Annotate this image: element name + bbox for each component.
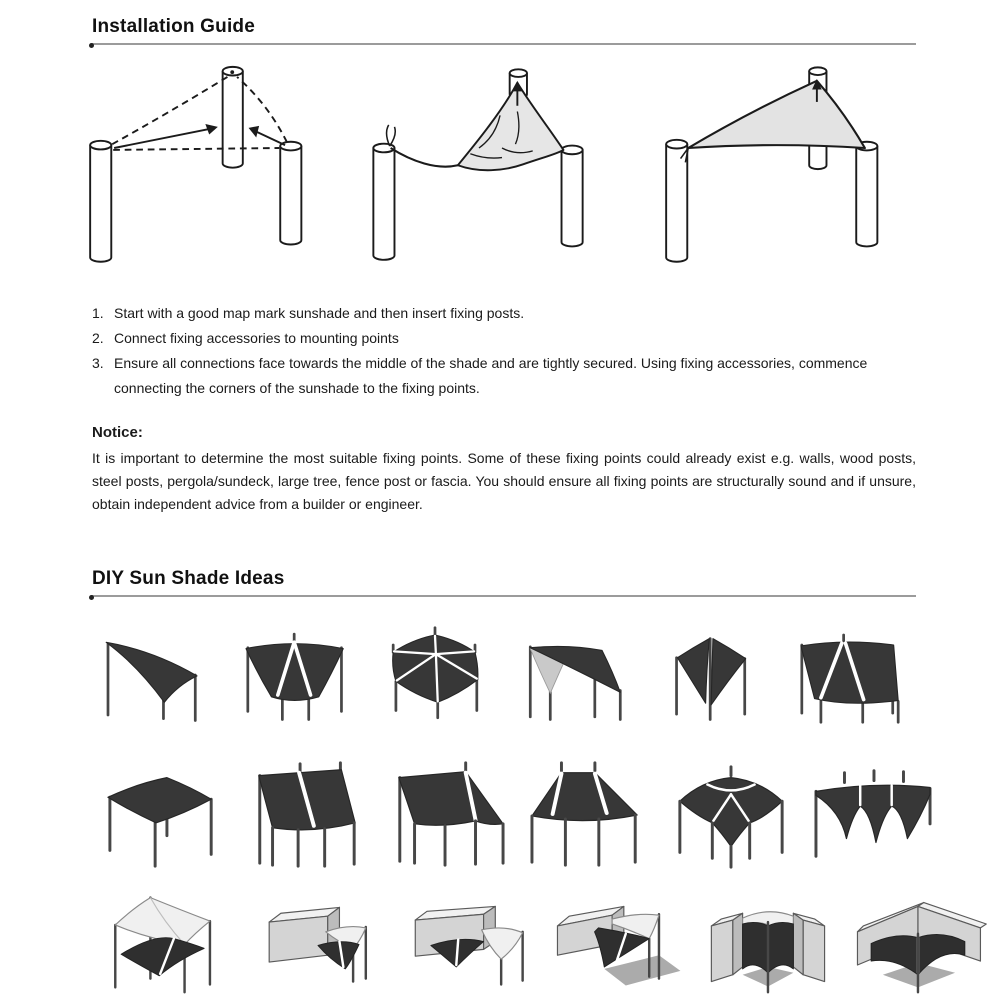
three-posts-marking-diagram-icon bbox=[70, 57, 358, 287]
shade-idea-18 bbox=[842, 883, 992, 1005]
step-1 bbox=[92, 301, 916, 326]
shade-idea-3 bbox=[369, 625, 501, 725]
shade-idea-16 bbox=[542, 883, 692, 1005]
ideas-row-1 bbox=[92, 625, 916, 725]
shade-idea-4 bbox=[507, 625, 639, 725]
diagram-step-2 bbox=[358, 57, 646, 287]
triangle-sail-three-posts-icon bbox=[92, 625, 224, 725]
divider-dot-2 bbox=[89, 595, 94, 600]
step-3-text: Ensure all connections face towards the middle of the shade and are tightly secured. Using fixing accessories, commence connecting the corners of the sunshade to the fixing points. bbox=[114, 355, 868, 396]
divider-dot bbox=[89, 43, 94, 48]
shade-idea-5 bbox=[646, 625, 778, 725]
square-canopy-four-posts-icon bbox=[92, 755, 234, 873]
shade-idea-14 bbox=[242, 883, 392, 1005]
square-canopy-four-triangles-icon bbox=[230, 625, 362, 725]
wall-mounted-double-sail-icon bbox=[242, 883, 392, 1005]
installation-steps bbox=[92, 301, 916, 401]
slanted-panel-with-corner-triangle-icon bbox=[376, 755, 518, 873]
section-divider bbox=[92, 43, 916, 45]
two-walls-butterfly-sails-icon bbox=[692, 883, 842, 1005]
notice-title: Notice: bbox=[92, 424, 143, 441]
step-1-number: 1. bbox=[92, 305, 104, 321]
hexagon-canopy-six-panels-icon bbox=[369, 625, 501, 725]
shade-idea-13 bbox=[92, 883, 242, 1005]
step-2-text: Connect fixing accessories to mounting points bbox=[114, 330, 399, 346]
layered-light-and-dark-sails-icon bbox=[92, 883, 242, 1005]
shade-idea-10 bbox=[518, 755, 660, 873]
installation-diagrams bbox=[70, 57, 934, 289]
shade-idea-11 bbox=[660, 755, 802, 873]
diagram-step-3 bbox=[646, 57, 934, 287]
step-3 bbox=[92, 351, 916, 401]
installation-guide-title: Installation Guide bbox=[92, 16, 256, 37]
square-canopy-with-twin-triangles-icon bbox=[784, 625, 916, 725]
wall-corner-sail-with-shadow-icon bbox=[542, 883, 692, 1005]
hexagon-canopy-center-diamond-icon bbox=[660, 755, 802, 873]
wall-mounted-twisted-sail-icon bbox=[392, 883, 542, 1005]
step-2 bbox=[92, 326, 916, 351]
shade-idea-2 bbox=[230, 625, 362, 725]
three-panel-tent-icon bbox=[518, 755, 660, 873]
step-1-text: Start with a good map mark sunshade and then insert fixing posts. bbox=[114, 305, 525, 321]
notice-body: It is important to determine the most suitable fixing points. Some of these fixing points could already exist e.g. walls, wood posts, steel posts, pergola/sundeck, large tree, fence post or fascia. You should ensure all fixing points are structurally sound and if unsure, obtain independent advice from a builder or engineer. bbox=[92, 450, 916, 512]
shade-idea-1 bbox=[92, 625, 224, 725]
corner-walls-crossed-sails-icon bbox=[842, 883, 992, 1005]
sail-tensioned-diagram-icon bbox=[646, 57, 934, 287]
triple-point-hanging-sails-icon bbox=[802, 755, 944, 873]
twin-slanted-panels-icon bbox=[234, 755, 376, 873]
ideas-row-2 bbox=[92, 755, 916, 873]
shade-idea-12 bbox=[802, 755, 944, 873]
sail-loosely-attached-diagram-icon bbox=[358, 57, 646, 287]
shade-idea-7 bbox=[92, 755, 234, 873]
shade-idea-9 bbox=[376, 755, 518, 873]
diy-ideas-title: DIY Sun Shade Ideas bbox=[92, 568, 285, 589]
step-3-number: 3. bbox=[92, 355, 104, 371]
notice-section bbox=[92, 421, 916, 516]
shade-idea-15 bbox=[392, 883, 542, 1005]
shade-idea-17 bbox=[692, 883, 842, 1005]
shade-idea-8 bbox=[234, 755, 376, 873]
section-divider-2 bbox=[92, 595, 916, 597]
overlapping-light-and-dark-triangles-icon bbox=[507, 625, 639, 725]
diagram-step-1 bbox=[70, 57, 358, 287]
shade-idea-6 bbox=[784, 625, 916, 725]
step-2-number: 2. bbox=[92, 330, 104, 346]
twin-triangle-diamond-icon bbox=[646, 625, 778, 725]
ideas-row-3 bbox=[92, 883, 916, 1005]
